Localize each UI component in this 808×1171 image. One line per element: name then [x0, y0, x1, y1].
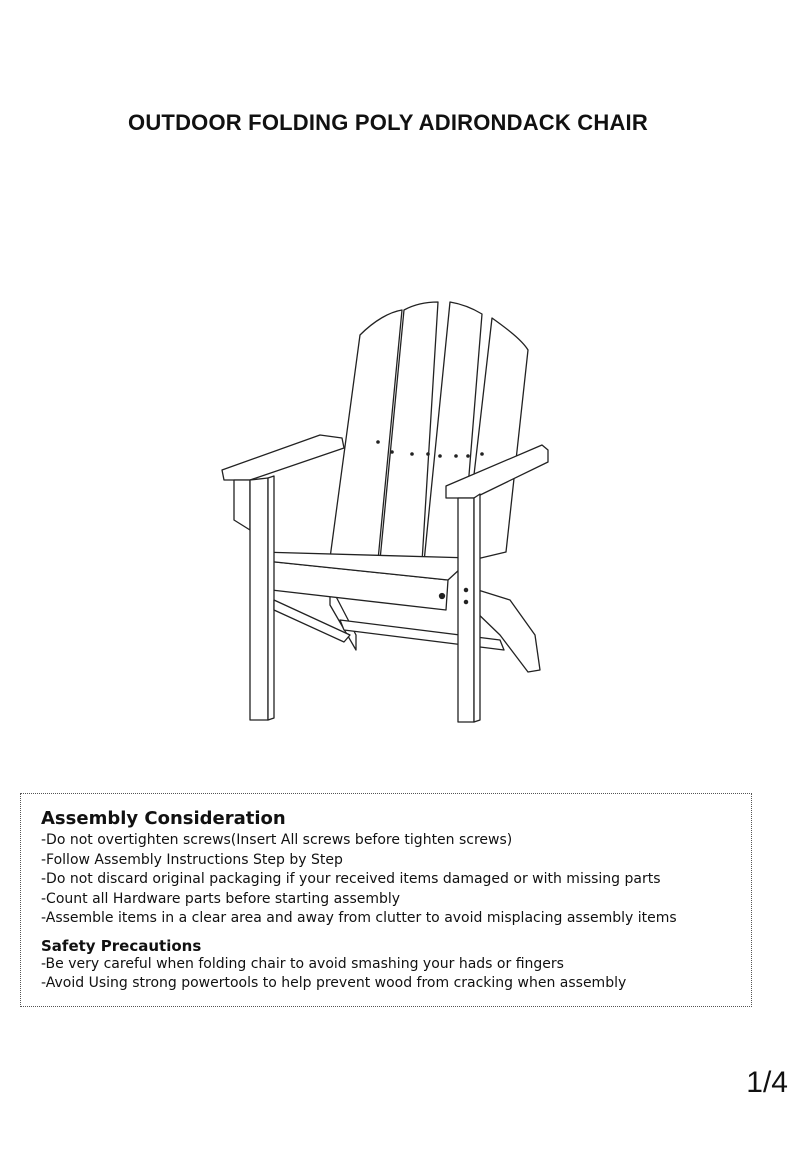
list-item: -Do not overtighten screws(Insert All screws before tighten screws): [41, 832, 513, 848]
page-number: 1/4: [746, 1066, 788, 1099]
document-title: OUTDOOR FOLDING POLY ADIRONDACK CHAIR: [128, 110, 648, 135]
list-item: -Be very careful when folding chair to avoid smashing your hads or fingers: [41, 955, 564, 972]
list-item: -Do not discard original packaging if your received items damaged or with missing parts: [41, 871, 661, 887]
safety-heading: Safety Precautions: [41, 936, 202, 955]
list-item: -Assemble items in a clear area and away from clutter to avoid misplacing assembly items: [41, 910, 677, 926]
list-item: -Avoid Using strong powertools to help prevent wood from cracking when assembly: [41, 975, 627, 991]
list-item: -Count all Hardware parts before starting assembly: [41, 890, 401, 907]
assembly-notes-box: [20, 793, 752, 1007]
assembly-heading: Assembly Consideration: [41, 808, 286, 829]
list-item: -Follow Assembly Instructions Step by Step: [41, 851, 343, 868]
adirondack-chair-illustration: [210, 290, 570, 730]
assembly-list: [41, 831, 731, 929]
safety-list: [41, 955, 731, 994]
